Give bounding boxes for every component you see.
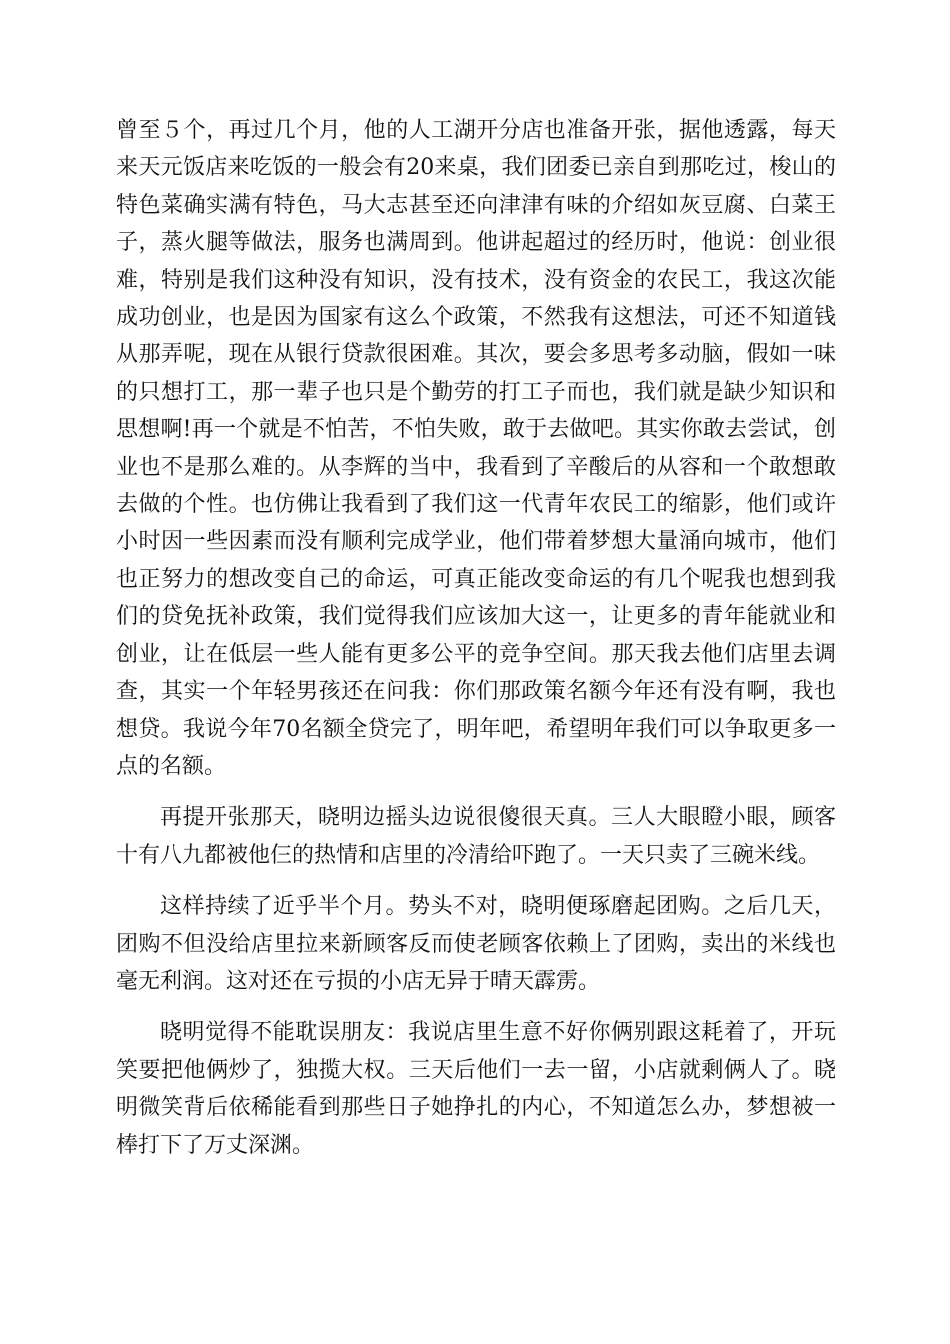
- document-body: [116, 112, 836, 1164]
- paragraph-1: 曾至５个，再过几个月，他的人工湖开分店也准备开张，据他透露，每天来天元饭店来吃饭的一般会有20来桌，我们团委已亲自到那吃过，梭山的特色菜确实满有特色，马大志甚至还向津津有味的介绍如灰豆腐、白菜王子，蒸火腿等做法，服务也满周到。他讲起超过的经历时，他说：创业很难，特别是我们这种没有知识，没有技术，没有资金的农民工，我这次能成功创业，也是因为国家有这么个政策，不然我有这想法，可还不知道钱从那弄呢，现在从银行贷款很困难。其次，要会多思考多动脑，假如一味的只想打工，那一辈子也只是个勤劳的打工子而也，我们就是缺少知识和思想啊!再一个就是不怕苦，不怕失败，敢于去做吧。其实你敢去尝试，创业也不是那么难的。从李辉的当中，我看到了辛酸后的从容和一个敢想敢去做的个性。也仿佛让我看到了我们这一代青年农民工的缩影，他们或许小时因一些因素而没有顺利完成学业，他们带着梦想大量涌向城市，他们也正努力的想改变自己的命运，可真正能改变命运的有几个呢我也想到我们的贷免抚补政策，我们觉得我们应该加大这一，让更多的青年能就业和创业，让在低层一些人能有更多公平的竞争空间。那天我去他们店里去调查，其实一个年轻男孩还在问我：你们那政策名额今年还有没有啊，我也想贷。我说今年70名额全贷完了，明年吧，希望明年我们可以争取更多一点的名额。: [116, 118, 836, 779]
- paragraph-4: 晓明觉得不能耽误朋友：我说店里生意不好你俩别跟这耗着了，开玩笑要把他俩炒了，独揽大权。三天后他们一去一留，小店就剩俩人了。晓明微笑背后依稀能看到那些日子她挣扎的内心，不知道怎么办，梦想被一棒打下了万丈深渊。: [116, 1020, 836, 1158]
- paragraph-2: 再提开张那天，晓明边摇头边说很傻很天真。三人大眼瞪小眼，顾客十有八九都被他仨的热情和店里的冷清给吓跑了。一天只卖了三碗米线。: [116, 805, 836, 868]
- paragraph-3: 这样持续了近乎半个月。势头不对，晓明便琢磨起团购。之后几天，团购不但没给店里拉来新顾客反而使老顾客依赖上了团购，卖出的米线也毫无利润。这对还在亏损的小店无异于晴天霹雳。: [116, 894, 836, 994]
